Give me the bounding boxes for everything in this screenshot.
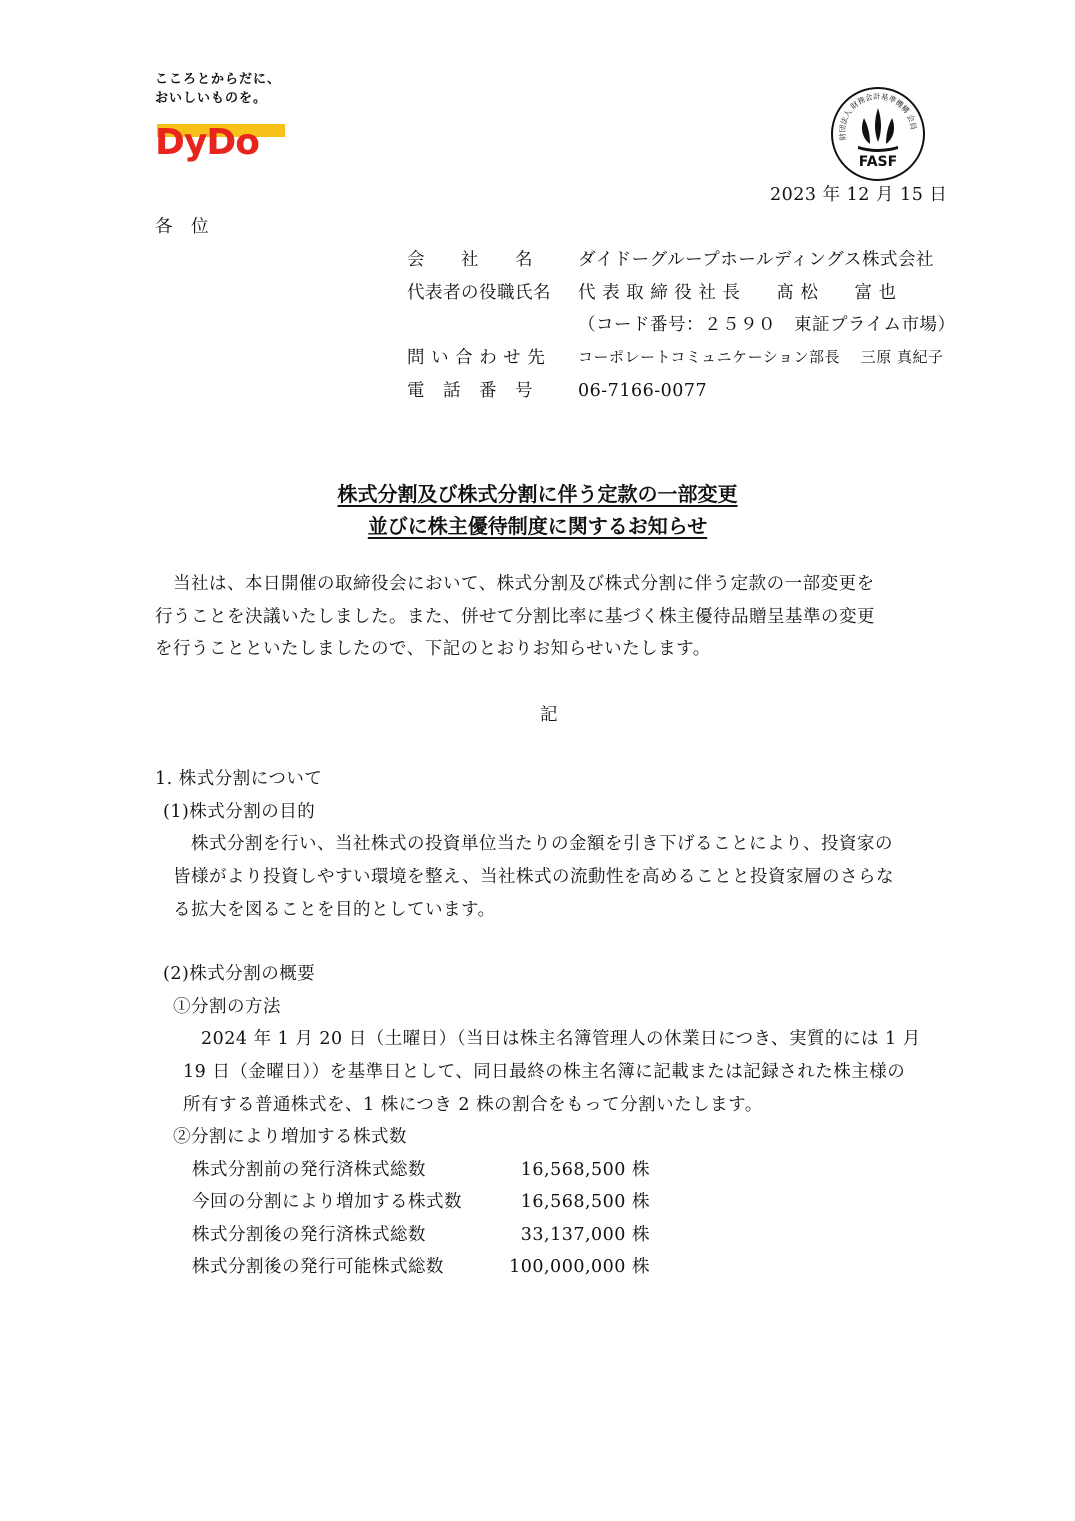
method-line: 19 日（金曜日））を基準日として、同日最終の株主名簿に記載または記録された株主様の [183,1062,906,1082]
share-row-value: 33,137,000 株 [520,1225,650,1245]
purpose-line: る拡大を図ることを目的としています。 [173,900,496,920]
contact-value: コーポレートコミュニケーション部長 三原 真紀子 [578,348,944,366]
phone-label: 電 話 番 号 [407,381,533,401]
logo-slogan-line2: おいしいものを。 [155,91,268,106]
company-name-label: 会 社 名 [407,250,533,270]
document-title-line1: 株式分割及び株式分割に伴う定款の一部変更 [337,482,738,506]
share-row-value: 16,568,500 株 [520,1192,650,1212]
stock-code-value: （コード番号：２５９０ 東証プライム市場） [578,315,956,335]
method-heading: ①分割の方法 [173,997,281,1017]
phone-value: 06-7166-0077 [578,381,708,401]
increase-heading: ②分割により増加する株式数 [173,1127,407,1147]
purpose-line: 株式分割を行い、当社株式の投資単位当たりの金額を引き下げることにより、投資家の [173,834,893,854]
document-title-line2: 並びに株主優待制度に関するお知らせ [367,514,708,538]
intro-line: を行うことといたしましたので、下記のとおりお知らせいたします。 [155,639,711,659]
intro-line: 行うことを決議いたしました。また、併せて分割比率に基づく株主優待品贈呈基準の変更 [155,607,875,627]
ki-heading: 記 [540,705,558,725]
document-date: 2023 年 12 月 15 日 [770,185,948,205]
purpose-line: 皆様がより投資しやすい環境を整え、当社株式の流動性を高めることと投資家層のさらな [173,867,895,887]
contact-label: 問 い 合 わ せ 先 [407,348,546,368]
seal-ring-text: 財団法人 財務会計基準機構 会員 [837,91,919,142]
share-row-label: 株式分割前の発行済株式総数 [192,1160,426,1180]
logo-slogan-line1: こころとからだに、 [155,72,282,87]
seal-label: FASF [858,154,898,170]
intro-line: 当社は、本日開催の取締役会において、株式分割及び株式分割に伴う定款の一部変更を [155,574,875,594]
share-row-label: 今回の分割により増加する株式数 [192,1192,462,1212]
representative-value: 代 表 取 締 役 社 長 髙 松 富 也 [578,283,897,303]
share-row-value: 16,568,500 株 [520,1160,650,1180]
section1-heading: 1. 株式分割について [155,769,323,789]
overview-heading: (2)株式分割の概要 [163,964,316,984]
representative-label: 代表者の役職氏名 [407,283,551,303]
purpose-heading: (1)株式分割の目的 [163,802,316,822]
share-row-label: 株式分割後の発行済株式総数 [192,1225,426,1245]
share-row-label: 株式分割後の発行可能株式総数 [192,1257,444,1277]
method-line: 所有する普通株式を、1 株につき 2 株の割合をもって分割いたします。 [183,1095,763,1115]
logo-brand: DyDo [155,122,259,163]
fasf-seal-icon [830,86,926,182]
share-row-value: 100,000,000 株 [509,1257,650,1277]
company-name-value: ダイドーグループホールディングス株式会社 [578,250,934,270]
company-logo [155,70,295,163]
addressee: 各 位 [155,217,209,237]
method-line: 2024 年 1 月 20 日（土曜日）（当日は株主名簿管理人の休業日につき、実質的には 1 月 [183,1029,921,1049]
